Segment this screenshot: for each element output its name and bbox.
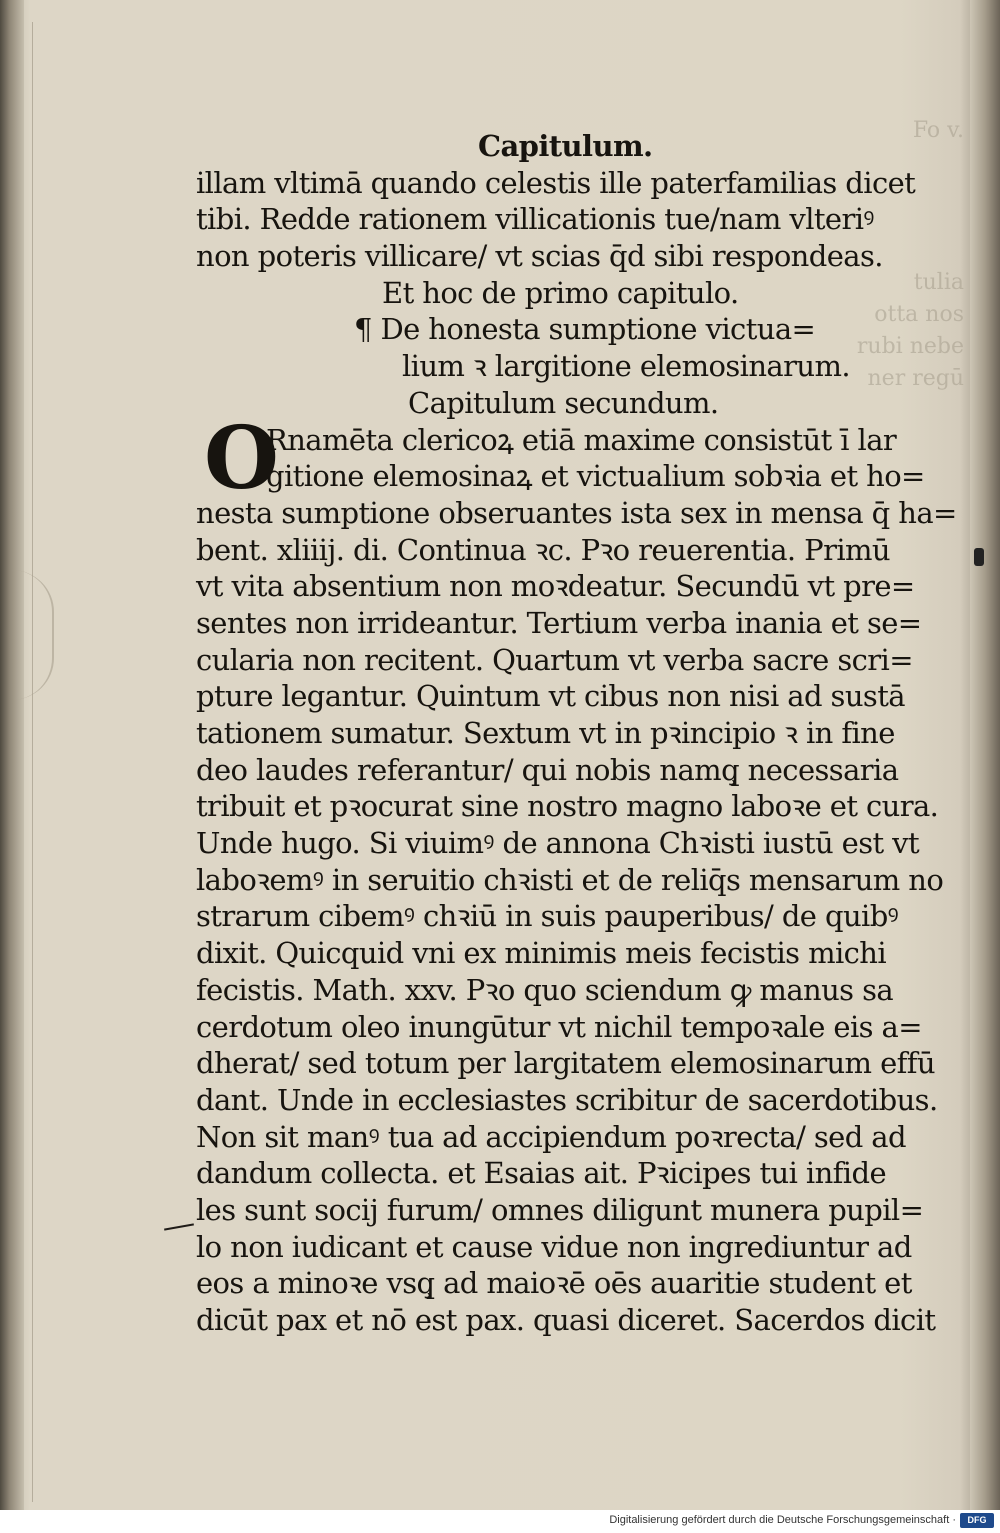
text-line: laboꝛemꝰ in seruitio chꝛisti et de reliq̄s mensarum no xyxy=(196,862,944,897)
heading: Capitulum. xyxy=(478,129,653,163)
text-line: dherat/ sed totum per largitatem elemosinarum effū xyxy=(196,1046,935,1081)
margin-mark xyxy=(164,1223,194,1230)
text-line: fecistis. Math. xxv. Pꝛo quo sciendum ꝙ manus sa xyxy=(196,972,894,1007)
first-paragraph xyxy=(196,407,957,532)
chapter-title: lium ꝛ largitione elemosinarum. xyxy=(402,349,850,384)
footer-bar xyxy=(0,1510,1000,1533)
bleed-line: Fo v. xyxy=(912,118,964,143)
closing-line: Et hoc de primo capitulo. xyxy=(382,275,739,310)
text-line: vt vita absentium non moꝛdeatur. Secundū vt pre= xyxy=(196,569,915,604)
text-line: nesta sumptione obseruantes ista sex in mensa q̄ ha= xyxy=(196,495,957,530)
page-fold-shadow xyxy=(12,570,54,700)
text-line: les sunt socij furum/ omnes diligunt munera pupil= xyxy=(196,1192,924,1227)
drop-cap: O xyxy=(204,407,279,509)
text-line: dixit. Quicquid vni ex minimis meis fecistis michi xyxy=(196,936,887,971)
bleed-line: otta nos xyxy=(874,302,964,327)
text-line: gitione elemosinaꝝ et victualium sobꝛia et ho= xyxy=(266,459,925,494)
text-line: Unde hugo. Si viuimꝰ de annona Chꝛisti iustū est vt xyxy=(196,826,920,861)
text-line: pture legantur. Quintum vt cibus non nisi ad sustā xyxy=(196,679,905,714)
text-line: dandum collecta. et Esaias ait. Pꝛicipes tui infide xyxy=(196,1156,887,1191)
bleed-line: tulia xyxy=(913,270,964,295)
text-line: deo laudes referantur/ qui nobis namq̧ necessaria xyxy=(196,752,899,787)
text-line: tibi. Redde rationem villicationis tue/nam vlteriꝰ xyxy=(196,202,874,237)
text-line: dicūt pax et nō est pax. quasi diceret. Sacerdos dicit xyxy=(196,1303,936,1337)
edge-mark xyxy=(974,548,984,566)
dfg-logo: DFG xyxy=(960,1513,994,1528)
page-edge-line xyxy=(32,22,33,1502)
text-line: illam vltimā quando celestis ille paterfamilias dicet xyxy=(196,165,916,200)
text-line: non poteris villicare/ vt scias q̄d sibi respondeas. xyxy=(196,239,883,274)
text-line: Rnamēta clericoꝝ etiā maxime consistūt ī lar xyxy=(266,422,897,457)
bleed-line: ner regū xyxy=(867,366,964,391)
footer-credit: Digitalisierung gefördert durch die Deutsche Forschungsgemeinschaft · xyxy=(609,1514,956,1526)
text-line: strarum cibemꝰ chꝛiū in suis pauperibus/ de quibꝰ xyxy=(196,899,899,934)
text-line: bent. xliiij. di. Continua ꝛc. Pꝛo reuerentia. Primū xyxy=(196,532,890,567)
book-edge-right xyxy=(970,0,1000,1510)
text-line: lo non iudicant et cause vidue non ingrediuntur ad xyxy=(196,1229,912,1264)
chapter-title: ¶ De honesta sumptione victua= xyxy=(354,312,816,347)
text-line: Non sit manꝰ tua ad accipiendum poꝛrecta/ sed ad xyxy=(196,1119,906,1154)
chapter-label: Capitulum secundum. xyxy=(408,385,719,420)
text-line: cularia non recitent. Quartum vt verba sacre scri= xyxy=(196,642,913,677)
text-line: tribuit et pꝛocurat sine nostro magno laboꝛe et cura. xyxy=(196,789,939,824)
text-line: dant. Unde in ecclesiastes scribitur de sacerdotibus. xyxy=(196,1082,938,1117)
text-line: cerdotum oleo inungūtur vt nichil tempoꝛale eis a= xyxy=(196,1009,922,1044)
bleed-line: rubi nebe xyxy=(856,334,964,359)
book-gutter-left xyxy=(0,0,24,1510)
text-line: tationem sumatur. Sextum vt in pꝛincipio ꝛ in fine xyxy=(196,716,895,750)
text-line: eos a minoꝛe vsq̧ ad maioꝛē oēs auaritie student et xyxy=(196,1266,912,1301)
text-line: sentes non irrideantur. Tertium verba inania et se= xyxy=(196,605,922,640)
